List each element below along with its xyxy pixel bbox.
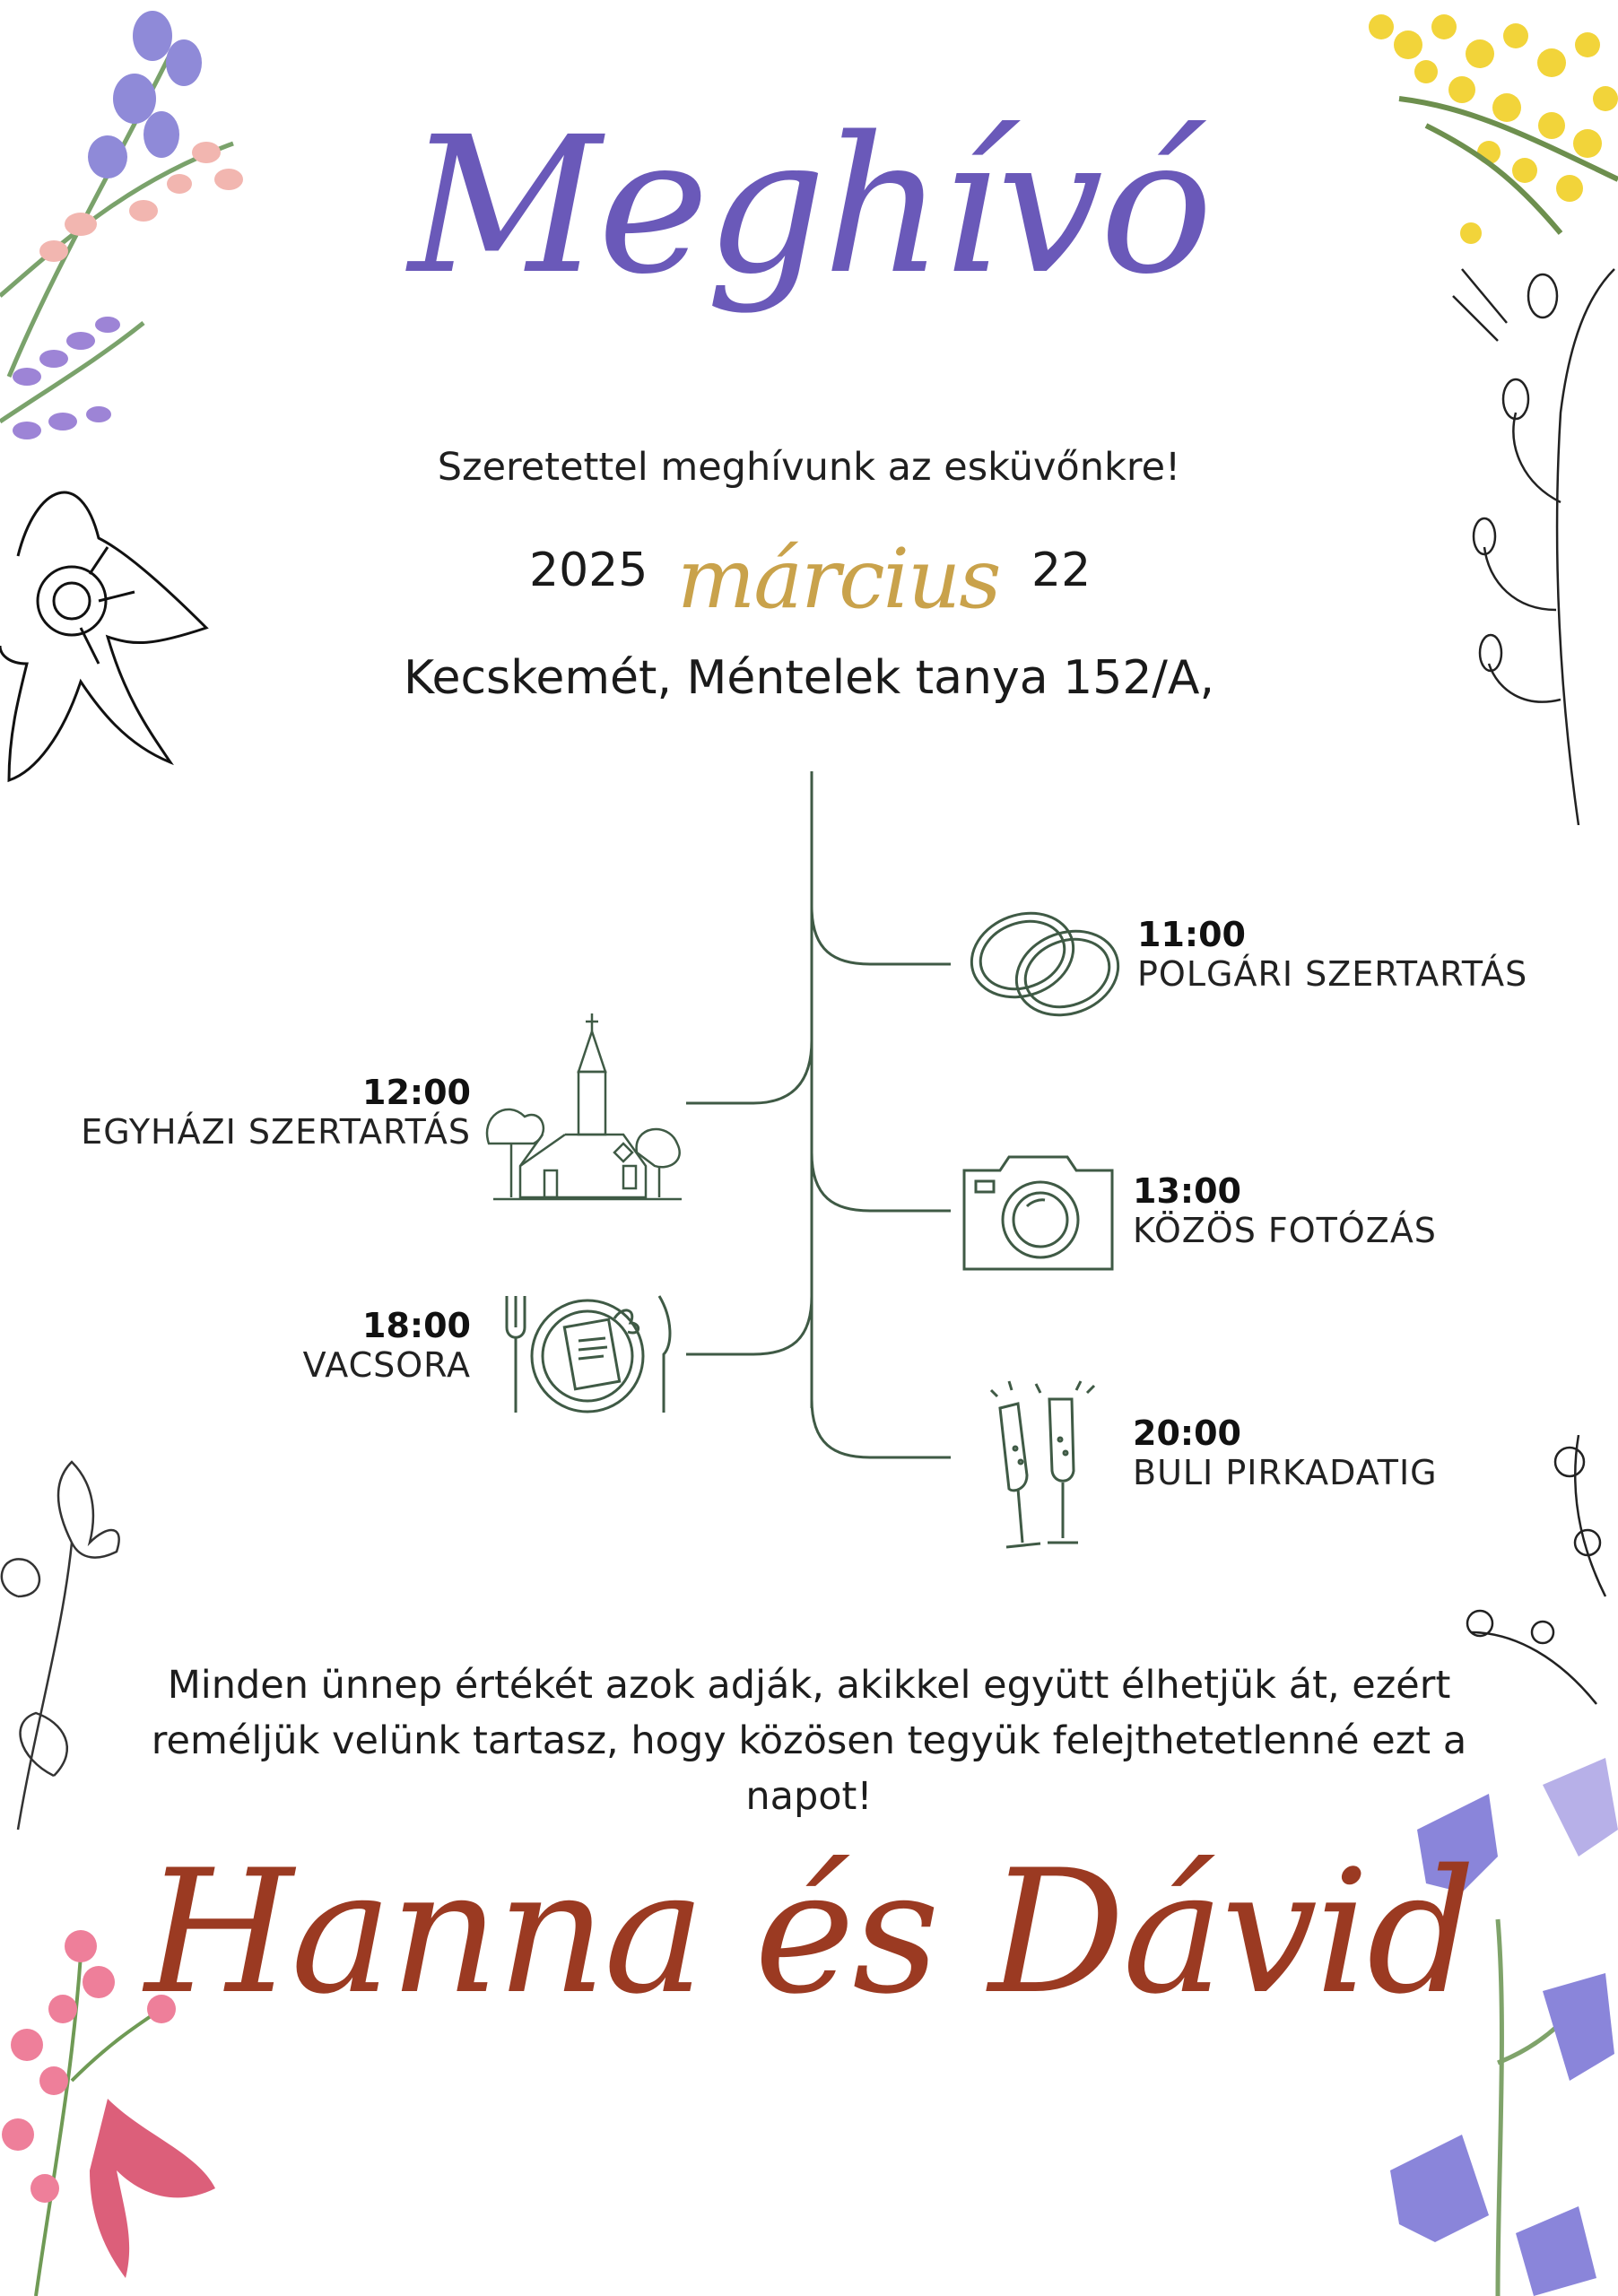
- couple-names: Hanna és Dávid: [144, 1833, 1474, 2031]
- dinner-plate-icon: [498, 1292, 677, 1417]
- camera-icon: [960, 1152, 1117, 1274]
- event-party: [1133, 1413, 1599, 1492]
- date-year: 2025: [529, 544, 648, 597]
- event-time: 13:00: [1133, 1171, 1241, 1211]
- date-day: 22: [1031, 544, 1092, 597]
- date-month: március: [677, 531, 1000, 627]
- event-photo-session: [1133, 1171, 1599, 1250]
- event-name: EGYHÁZI SZERTARTÁS: [81, 1112, 471, 1152]
- invitation-message: Minden ünnep értékét azok adják, akikkel együtt élhetjük át, ezért reméljük velünk tartasz, hogy közösen tegyük felejthetetlenné ezt a napot!: [151, 1663, 1467, 1819]
- page-title: Meghívó: [408, 96, 1210, 316]
- event-name: KÖZÖS FOTÓZÁS: [1133, 1211, 1437, 1250]
- event-time: 20:00: [1133, 1413, 1241, 1453]
- champagne-glasses-icon: [987, 1377, 1112, 1556]
- event-civil-ceremony: [1137, 915, 1604, 994]
- event-name: BULI PIRKADATIG: [1133, 1453, 1438, 1492]
- invitation-intro: Szeretettel meghívunk az esküvőnkre!: [437, 445, 1181, 490]
- event-church-ceremony: [18, 1073, 471, 1152]
- event-time: 12:00: [362, 1073, 471, 1112]
- event-dinner: [18, 1306, 471, 1385]
- event-name: POLGÁRI SZERTARTÁS: [1137, 954, 1528, 994]
- event-name: VACSORA: [302, 1345, 471, 1385]
- church-icon: [480, 1009, 686, 1206]
- venue-address: Kecskemét, Méntelek tanya 152/A,: [403, 651, 1215, 705]
- rings-icon: [960, 897, 1130, 1031]
- event-time: 11:00: [1137, 915, 1246, 954]
- event-time: 18:00: [362, 1306, 471, 1345]
